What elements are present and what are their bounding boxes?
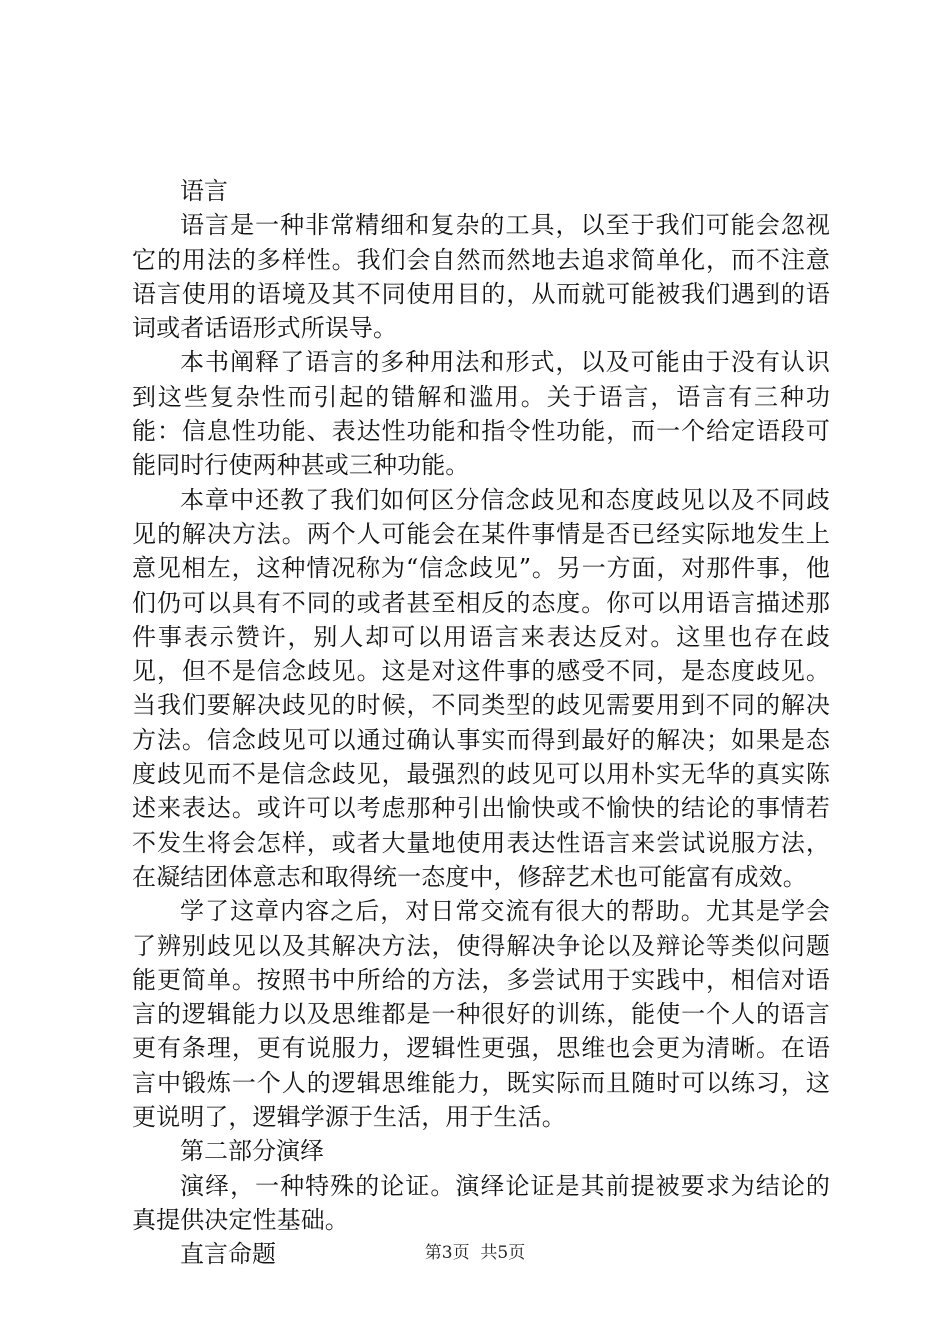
section-heading-categorical-propositions: 直言命题 xyxy=(180,1240,276,1269)
paragraph-disagreements: 本章中还教了我们如何区分信念歧见和态度歧见以及不同歧见的解决方法。两个人可能会在某件事情是否已经实际地发生上意见相左，这种情况称为“信念歧见”。另一方面，对那件事，他们仍可以具有不同的或者甚至相反的态度。你可以用语言描述那件事表示赞许，别人却可以用语言来表达反对。这里也存在歧见，但不是信念歧见。这是对这件事的感受不同，是态度歧见。当我们要解决歧见的时候，不同类型的歧见需要用到不同的解决方法。信念歧见可以通过确认事实而得到最好的解决；如果是态度歧见而不是信念歧见，最强烈的歧见可以用朴实无华的真实陈述来表达。或许可以考虑那种引出愉快或不愉快的结论的事情若不发生将会怎样，或者大量地使用表达性语言来尝试说服方法，在凝结团体意志和取得统一态度中，修辞艺术也可能富有成效。 xyxy=(132,485,830,891)
paragraph-reflection: 学了这章内容之后，对日常交流有很大的帮助。尤其是学会了辨别歧见以及其解决方法，使得解决争论以及辩论等类似问题能更简单。按照书中所给的方法，多尝试用于实践中，相信对语言的逻辑能力以及思维都是一种很好的训练，能使一个人的语言更有条理，更有说服力，逻辑性更强，思维也会更为清晰。在语言中锻炼一个人的逻辑思维能力，既实际而且随时可以练习，这更说明了，逻辑学源于生活，用于生活。 xyxy=(132,897,830,1132)
section-heading-language: 语言 xyxy=(180,177,228,205)
paragraph-deduction: 演绎，一种特殊的论证。演绎论证是其前提被要求为结论的真提供决定性基础。 xyxy=(132,1171,830,1234)
paragraph-language-intro: 语言是一种非常精细和复杂的工具，以至于我们可能会忽视它的用法的多样性。我们会自然而然地去追求简单化，而不注意语言使用的语境及其不同使用目的，从而就可能被我们遇到的语词或者话语形式所误导。 xyxy=(132,211,830,343)
page-number-label: 第3页 共5页 xyxy=(424,1243,526,1263)
document-body xyxy=(132,174,830,1272)
paragraph-language-functions: 本书阐释了语言的多种用法和形式，以及可能由于没有认识到这些复杂性而引起的错解和滥用。关于语言，语言有三种功能：信息性功能、表达性功能和指令性功能，而一个给定语段可能同时行使两种甚或三种功能。 xyxy=(132,348,830,480)
section-heading-deduction: 第二部分演绎 xyxy=(180,1137,324,1166)
page-footer xyxy=(0,1241,950,1265)
